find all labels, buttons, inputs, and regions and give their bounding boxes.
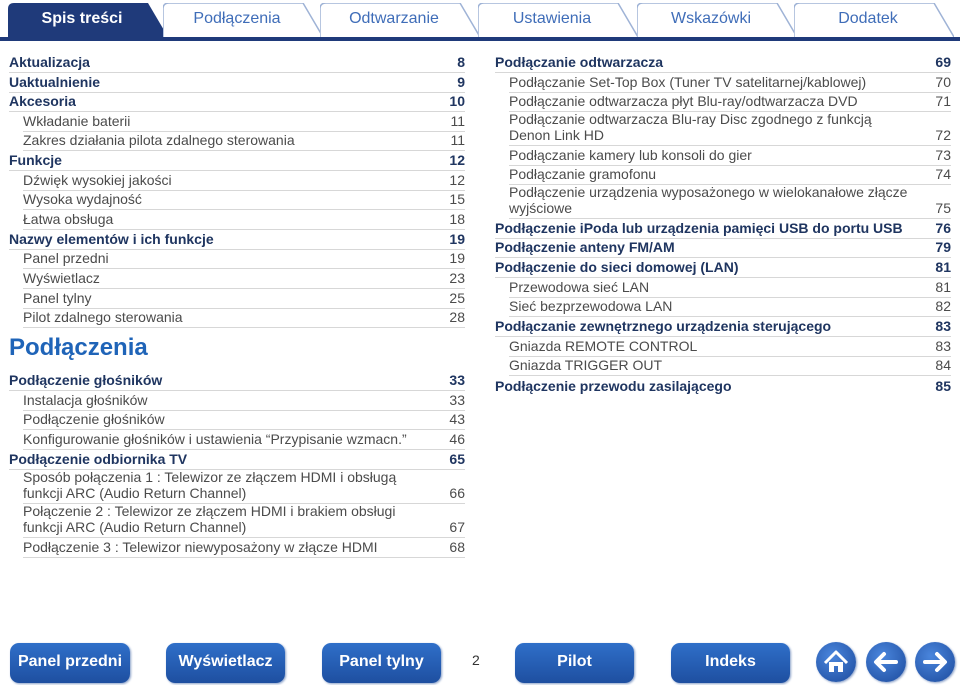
toc-entry[interactable]: [9, 450, 465, 470]
toc-title: Panel przedni: [23, 250, 109, 266]
toc-page: 75: [935, 200, 951, 216]
toc-entry[interactable]: [509, 356, 951, 376]
toc-page: 79: [935, 239, 951, 255]
display-button[interactable]: Wyświetlacz: [166, 643, 285, 683]
toc-title-line2: wyjściowe: [509, 200, 573, 216]
arrow-left-icon: [866, 642, 906, 682]
toc-page: 85: [935, 378, 951, 394]
toc-entry[interactable]: [23, 269, 465, 289]
toc-title: Uaktualnienie: [9, 74, 101, 90]
toc-entry[interactable]: [509, 92, 951, 112]
toc-page: 8: [457, 54, 465, 70]
toc-title: Podłączenie głośników: [23, 411, 165, 427]
toc-page: 9: [457, 74, 465, 90]
toc-title: Podłączanie odtwarzacza płyt Blu-ray/odtwarzacza DVD: [509, 93, 858, 109]
toc-title: Zakres działania pilota zdalnego sterowania: [23, 132, 295, 148]
toc-page: 81: [935, 259, 951, 275]
toc-entry[interactable]: [495, 238, 951, 258]
toc-page: 71: [935, 93, 951, 109]
toc-entry[interactable]: [509, 165, 951, 185]
toc-entry[interactable]: [23, 190, 465, 210]
toc-page: 11: [450, 113, 465, 129]
back-button[interactable]: [866, 642, 906, 682]
toc-entry[interactable]: [495, 219, 951, 239]
toc-entry[interactable]: [509, 337, 951, 357]
toc-entry[interactable]: [495, 258, 951, 278]
tab-label: Wskazówki: [670, 10, 751, 27]
tab-dodatek[interactable]: [794, 3, 954, 37]
toc-entry[interactable]: [23, 289, 465, 309]
toc-entry[interactable]: [23, 391, 465, 411]
toc-page: 33: [449, 372, 465, 388]
tab-wskazowki[interactable]: [637, 3, 797, 37]
toc-entry[interactable]: [23, 470, 465, 504]
toc-page: 23: [449, 270, 465, 286]
toc-title: Podłączanie Set-Top Box (Tuner TV satelitarnej/kablowej): [509, 74, 867, 90]
toc-title: Wysoka wydajność: [23, 191, 142, 207]
toc-page: 84: [935, 357, 951, 373]
toc-page: 43: [449, 411, 465, 427]
toc-entry[interactable]: [23, 430, 465, 450]
toc-title: Podłączenie urządzenia wyposażonego w wielokanałowe złącze: [509, 184, 908, 200]
toc-page: 68: [449, 539, 465, 555]
toc-page: 67: [449, 519, 465, 535]
tab-podlaczenia[interactable]: [163, 3, 323, 37]
toc-page: 83: [935, 318, 951, 334]
toc-entry[interactable]: [509, 278, 951, 298]
toc-title: Gniazda TRIGGER OUT: [509, 357, 663, 373]
toc-title: Podłączanie gramofonu: [509, 166, 657, 182]
toc-entry[interactable]: [23, 249, 465, 269]
toc-title: Podłączenie głośników: [9, 372, 163, 388]
tab-odtwarzanie[interactable]: [320, 3, 480, 37]
toc-title: Podłączenie odbiornika TV: [9, 451, 188, 467]
toc-page: 69: [935, 54, 951, 70]
tab-underline: [0, 37, 960, 41]
toc-page: 82: [935, 298, 951, 314]
toc-title: Podłączenie anteny FM/AM: [495, 239, 675, 255]
toc-title: Akcesoria: [9, 93, 76, 109]
home-button[interactable]: [816, 642, 856, 682]
toc-entry[interactable]: [9, 53, 465, 73]
toc-title: Sposób połączenia 1 : Telewizor ze złączem HDMI i obsługą: [23, 469, 397, 485]
toc-page: 11: [450, 132, 465, 148]
section-title: Podłączenia: [9, 334, 148, 361]
toc-title-block: [509, 111, 872, 143]
page-number: 2: [472, 652, 480, 668]
toc-title: Podłączanie odtwarzacza Blu-ray Disc zgodnego z funkcją: [509, 111, 872, 127]
tab-spis-tresci[interactable]: [8, 3, 168, 37]
toc-title: Instalacja głośników: [23, 392, 148, 408]
toc-entry[interactable]: [23, 171, 465, 191]
toc-entry[interactable]: [9, 73, 465, 93]
toc-entry[interactable]: [23, 131, 465, 151]
toc-title: Podłączanie odtwarzacza: [495, 54, 664, 70]
toc-title-block: [509, 184, 907, 216]
toc-page: 12: [449, 172, 465, 188]
toc-title: Funkcje: [9, 152, 62, 168]
toc-title: Łatwa obsługa: [23, 211, 114, 227]
toc-page: 12: [449, 152, 465, 168]
toc-page: 19: [449, 250, 465, 266]
forward-button[interactable]: [915, 642, 955, 682]
tab-bar: [0, 0, 960, 42]
toc-page: 33: [449, 392, 465, 408]
tab-label: Spis treści: [41, 10, 123, 27]
toc-entry[interactable]: [509, 112, 951, 146]
toc-title: Podłączenie 3 : Telewizor niewyposażony w złącze HDMI: [23, 539, 378, 555]
toc-entry[interactable]: [23, 308, 465, 328]
toc-page: 65: [449, 451, 465, 467]
toc-title: Wkładanie baterii: [23, 113, 131, 129]
toc-entry[interactable]: [23, 504, 465, 538]
remote-button[interactable]: Pilot: [515, 643, 634, 683]
toc-entry[interactable]: [9, 92, 465, 112]
toc-page: 72: [935, 127, 951, 143]
toc-page: 74: [935, 166, 951, 182]
toc-page: 76: [935, 220, 951, 236]
tab-ustawienia[interactable]: [478, 3, 638, 37]
toc-title: Podłączenie przewodu zasilającego: [495, 378, 732, 394]
toc-page: 25: [449, 290, 465, 306]
tab-label: Dodatek: [838, 10, 898, 27]
toc-entry[interactable]: [23, 410, 465, 430]
toc-page: 46: [449, 431, 465, 447]
toc-title: Sieć bezprzewodowa LAN: [509, 298, 673, 314]
tab-label: Podłączenia: [193, 10, 281, 27]
toc-title: Gniazda REMOTE CONTROL: [509, 338, 698, 354]
toc-entry[interactable]: [9, 151, 465, 171]
arrow-right-icon: [915, 642, 955, 682]
tab-label: Odtwarzanie: [349, 10, 439, 27]
index-button[interactable]: Indeks: [671, 643, 790, 683]
toc-title: Podłączenie iPoda lub urządzenia pamięci USB do portu USB: [495, 220, 903, 236]
toc-page: 66: [449, 485, 465, 501]
toc-page: 70: [935, 74, 951, 90]
toc-title: Dźwięk wysokiej jakości: [23, 172, 172, 188]
toc-entry[interactable]: [509, 297, 951, 317]
toc-title: Przewodowa sieć LAN: [509, 279, 650, 295]
toc-title: Podłączanie zewnętrznego urządzenia sterującego: [495, 318, 832, 334]
rear-panel-button[interactable]: Panel tylny: [322, 643, 441, 683]
toc-page: 15: [449, 191, 465, 207]
toc-entry[interactable]: [509, 73, 951, 93]
toc-page: 81: [935, 279, 951, 295]
toc-page: 10: [449, 93, 465, 109]
toc-entry[interactable]: [23, 112, 465, 132]
toc-title-line2: Denon Link HD: [509, 127, 604, 143]
toc-entry[interactable]: [23, 210, 465, 230]
toc-page: 28: [449, 309, 465, 325]
tab-label: Ustawienia: [512, 10, 592, 27]
toc-page: 83: [935, 338, 951, 354]
toc-entry[interactable]: [495, 53, 951, 73]
front-panel-button[interactable]: Panel przedni: [10, 643, 130, 683]
toc-title: Konfigurowanie głośników i ustawienia “Przypisanie wzmacn.”: [23, 431, 407, 447]
toc-page: 73: [935, 147, 951, 163]
toc-title: Wyświetlacz: [23, 270, 100, 286]
toc-entry[interactable]: [509, 146, 951, 166]
home-icon: [816, 642, 856, 682]
toc-title: Aktualizacja: [9, 54, 90, 70]
toc-entry[interactable]: [495, 317, 951, 337]
toc-title: Połączenie 2 : Telewizor ze złączem HDMI i brakiem obsługi: [23, 503, 396, 519]
toc-title-line2: funkcji ARC (Audio Return Channel): [23, 485, 247, 501]
toc-entry[interactable]: [9, 230, 465, 250]
toc-title: Podłączenie do sieci domowej (LAN): [495, 259, 739, 275]
toc-title-block: [23, 469, 396, 501]
toc-entry[interactable]: [509, 185, 951, 219]
toc-entry[interactable]: [495, 376, 951, 396]
toc-title-line2: funkcji ARC (Audio Return Channel): [23, 519, 247, 535]
toc-page: 19: [449, 231, 465, 247]
toc-title: Nazwy elementów i ich funkcje: [9, 231, 214, 247]
toc-entry[interactable]: [23, 538, 465, 558]
toc-entry[interactable]: [9, 371, 465, 391]
toc-title: Panel tylny: [23, 290, 92, 306]
toc-page: 18: [449, 211, 465, 227]
toc-title: Pilot zdalnego sterowania: [23, 309, 183, 325]
toc-title: Podłączanie kamery lub konsoli do gier: [509, 147, 752, 163]
toc-title-block: [23, 503, 395, 535]
